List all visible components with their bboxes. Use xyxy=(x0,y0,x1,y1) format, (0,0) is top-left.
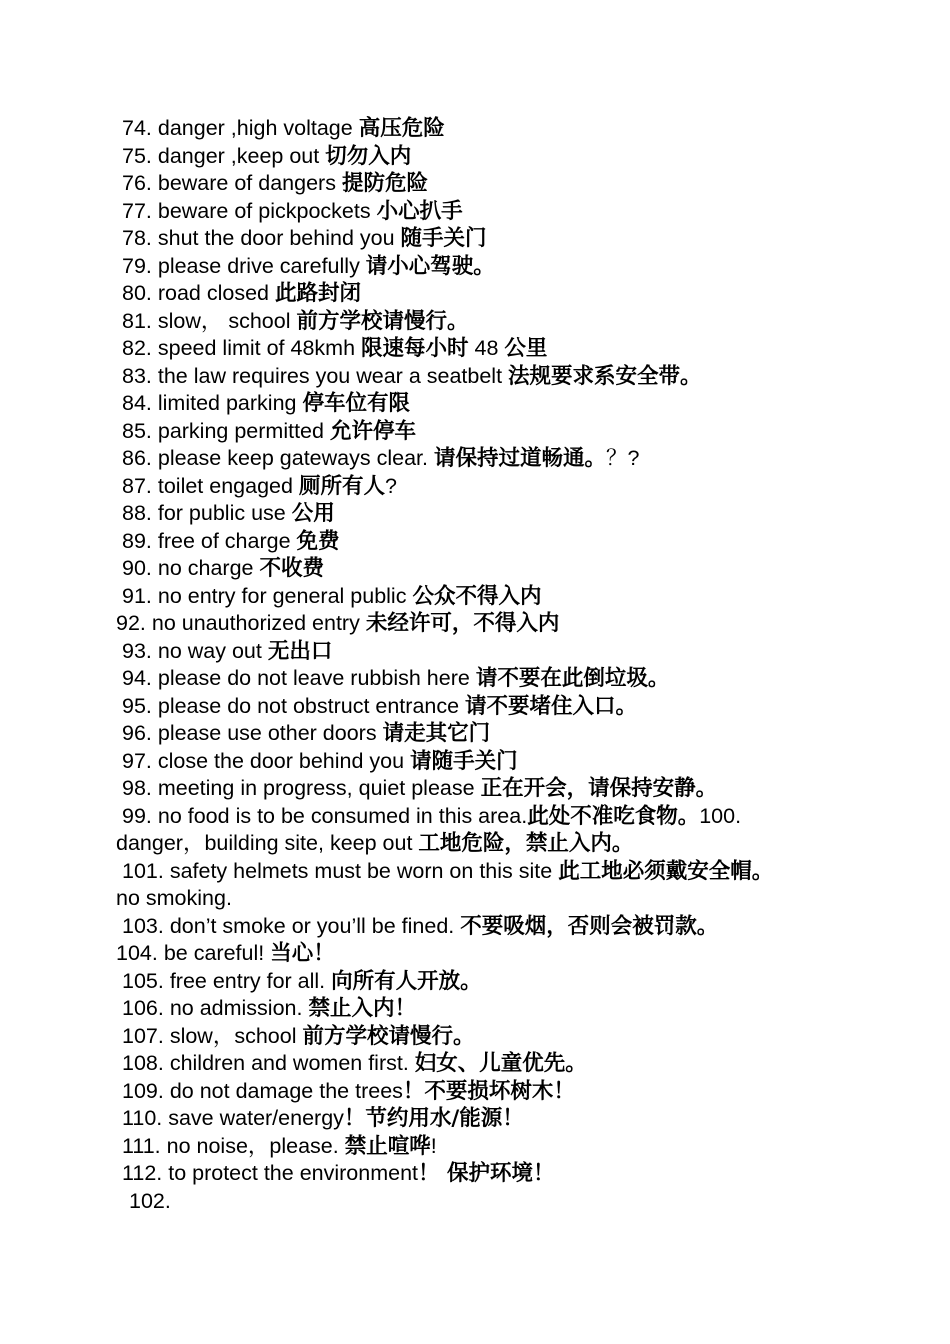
sign-phrase-list xyxy=(0,115,950,1215)
list-item: 99. no food is to be consumed in this area.此处不准吃食物。100. xyxy=(122,803,742,829)
list-item: 108. children and women first. 妇女、儿童优先。 xyxy=(122,1051,587,1076)
list-item: 75. danger ,keep out 切勿入内 xyxy=(122,143,412,169)
list-item: 93. no way out 无出口 xyxy=(122,638,333,664)
list-item: 87. toilet engaged 厕所有人? xyxy=(122,473,397,499)
list-item: 98. meeting in progress, quiet please 正在开会，请保持安静。 xyxy=(122,776,718,801)
list-item: 106. no admission. 禁止入内！ xyxy=(122,996,416,1021)
list-item: 92. no unauthorized entry 未经许可，不得入内 xyxy=(116,611,560,636)
list-item: 110. save water/energy！节约用水/能源！ xyxy=(122,1106,524,1131)
list-item: 88. for public use 公用 xyxy=(122,501,335,526)
list-item: 85. parking permitted 允许停车 xyxy=(122,418,416,444)
list-item: 112. to protect the environment！ 保护环境！ xyxy=(122,1161,555,1186)
list-item: 105. free entry for all. 向所有人开放。 xyxy=(122,968,482,994)
list-item: 86. please keep gateways clear. 请保持过道畅通。？? xyxy=(122,446,640,471)
list-item: 84. limited parking 停车位有限 xyxy=(122,391,410,416)
list-item: 94. please do not leave rubbish here 请不要在此倒垃圾。 xyxy=(122,666,670,691)
list-item: 96. please use other doors 请走其它门 xyxy=(122,721,491,746)
list-item: 104. be careful! 当心！ xyxy=(116,941,335,966)
list-item: 111. no noise，please. 禁止喧哗! xyxy=(122,1133,437,1159)
list-item: 83. the law requires you wear a seatbelt 法规要求系安全带。 xyxy=(122,363,702,389)
list-item: 107. slow，school 前方学校请慢行。 xyxy=(122,1023,475,1049)
list-item: 74. danger ,high voltage 高压危险 xyxy=(122,116,445,141)
list-item: 80. road closed 此路封闭 xyxy=(122,281,362,306)
list-item: 102. xyxy=(129,1188,171,1213)
list-item: 101. safety helmets must be worn on this site 此工地必须戴安全帽。 xyxy=(122,858,774,884)
list-item: 81. slow， school 前方学校请慢行。 xyxy=(122,308,469,334)
list-item: 109. do not damage the trees！不要损坏树木！ xyxy=(122,1078,575,1104)
list-item: 77. beware of pickpockets 小心扒手 xyxy=(122,198,463,224)
list-item: 89. free of charge 免费 xyxy=(122,528,340,554)
list-item: 79. please drive carefully 请小心驾驶。 xyxy=(122,253,495,279)
list-item: 82. speed limit of 48kmh 限速每小时 48 公里 xyxy=(122,336,548,361)
list-item: 91. no entry for general public 公众不得入内 xyxy=(122,583,542,609)
list-item: 78. shut the door behind you 随手关门 xyxy=(122,226,487,251)
list-item: 103. don’t smoke or you’ll be fined. 不要吸烟，否则会被罚款。 xyxy=(122,913,719,939)
list-item: 97. close the door behind you 请随手关门 xyxy=(122,748,518,774)
list-item: danger，building site, keep out 工地危险，禁止入内。 xyxy=(116,831,634,856)
list-item: 95. please do not obstruct entrance 请不要堵住入口。 xyxy=(122,693,638,719)
list-item: 76. beware of dangers 提防危险 xyxy=(122,171,428,196)
list-item: 90. no charge 不收费 xyxy=(122,556,324,581)
list-item: no smoking. xyxy=(116,886,232,910)
